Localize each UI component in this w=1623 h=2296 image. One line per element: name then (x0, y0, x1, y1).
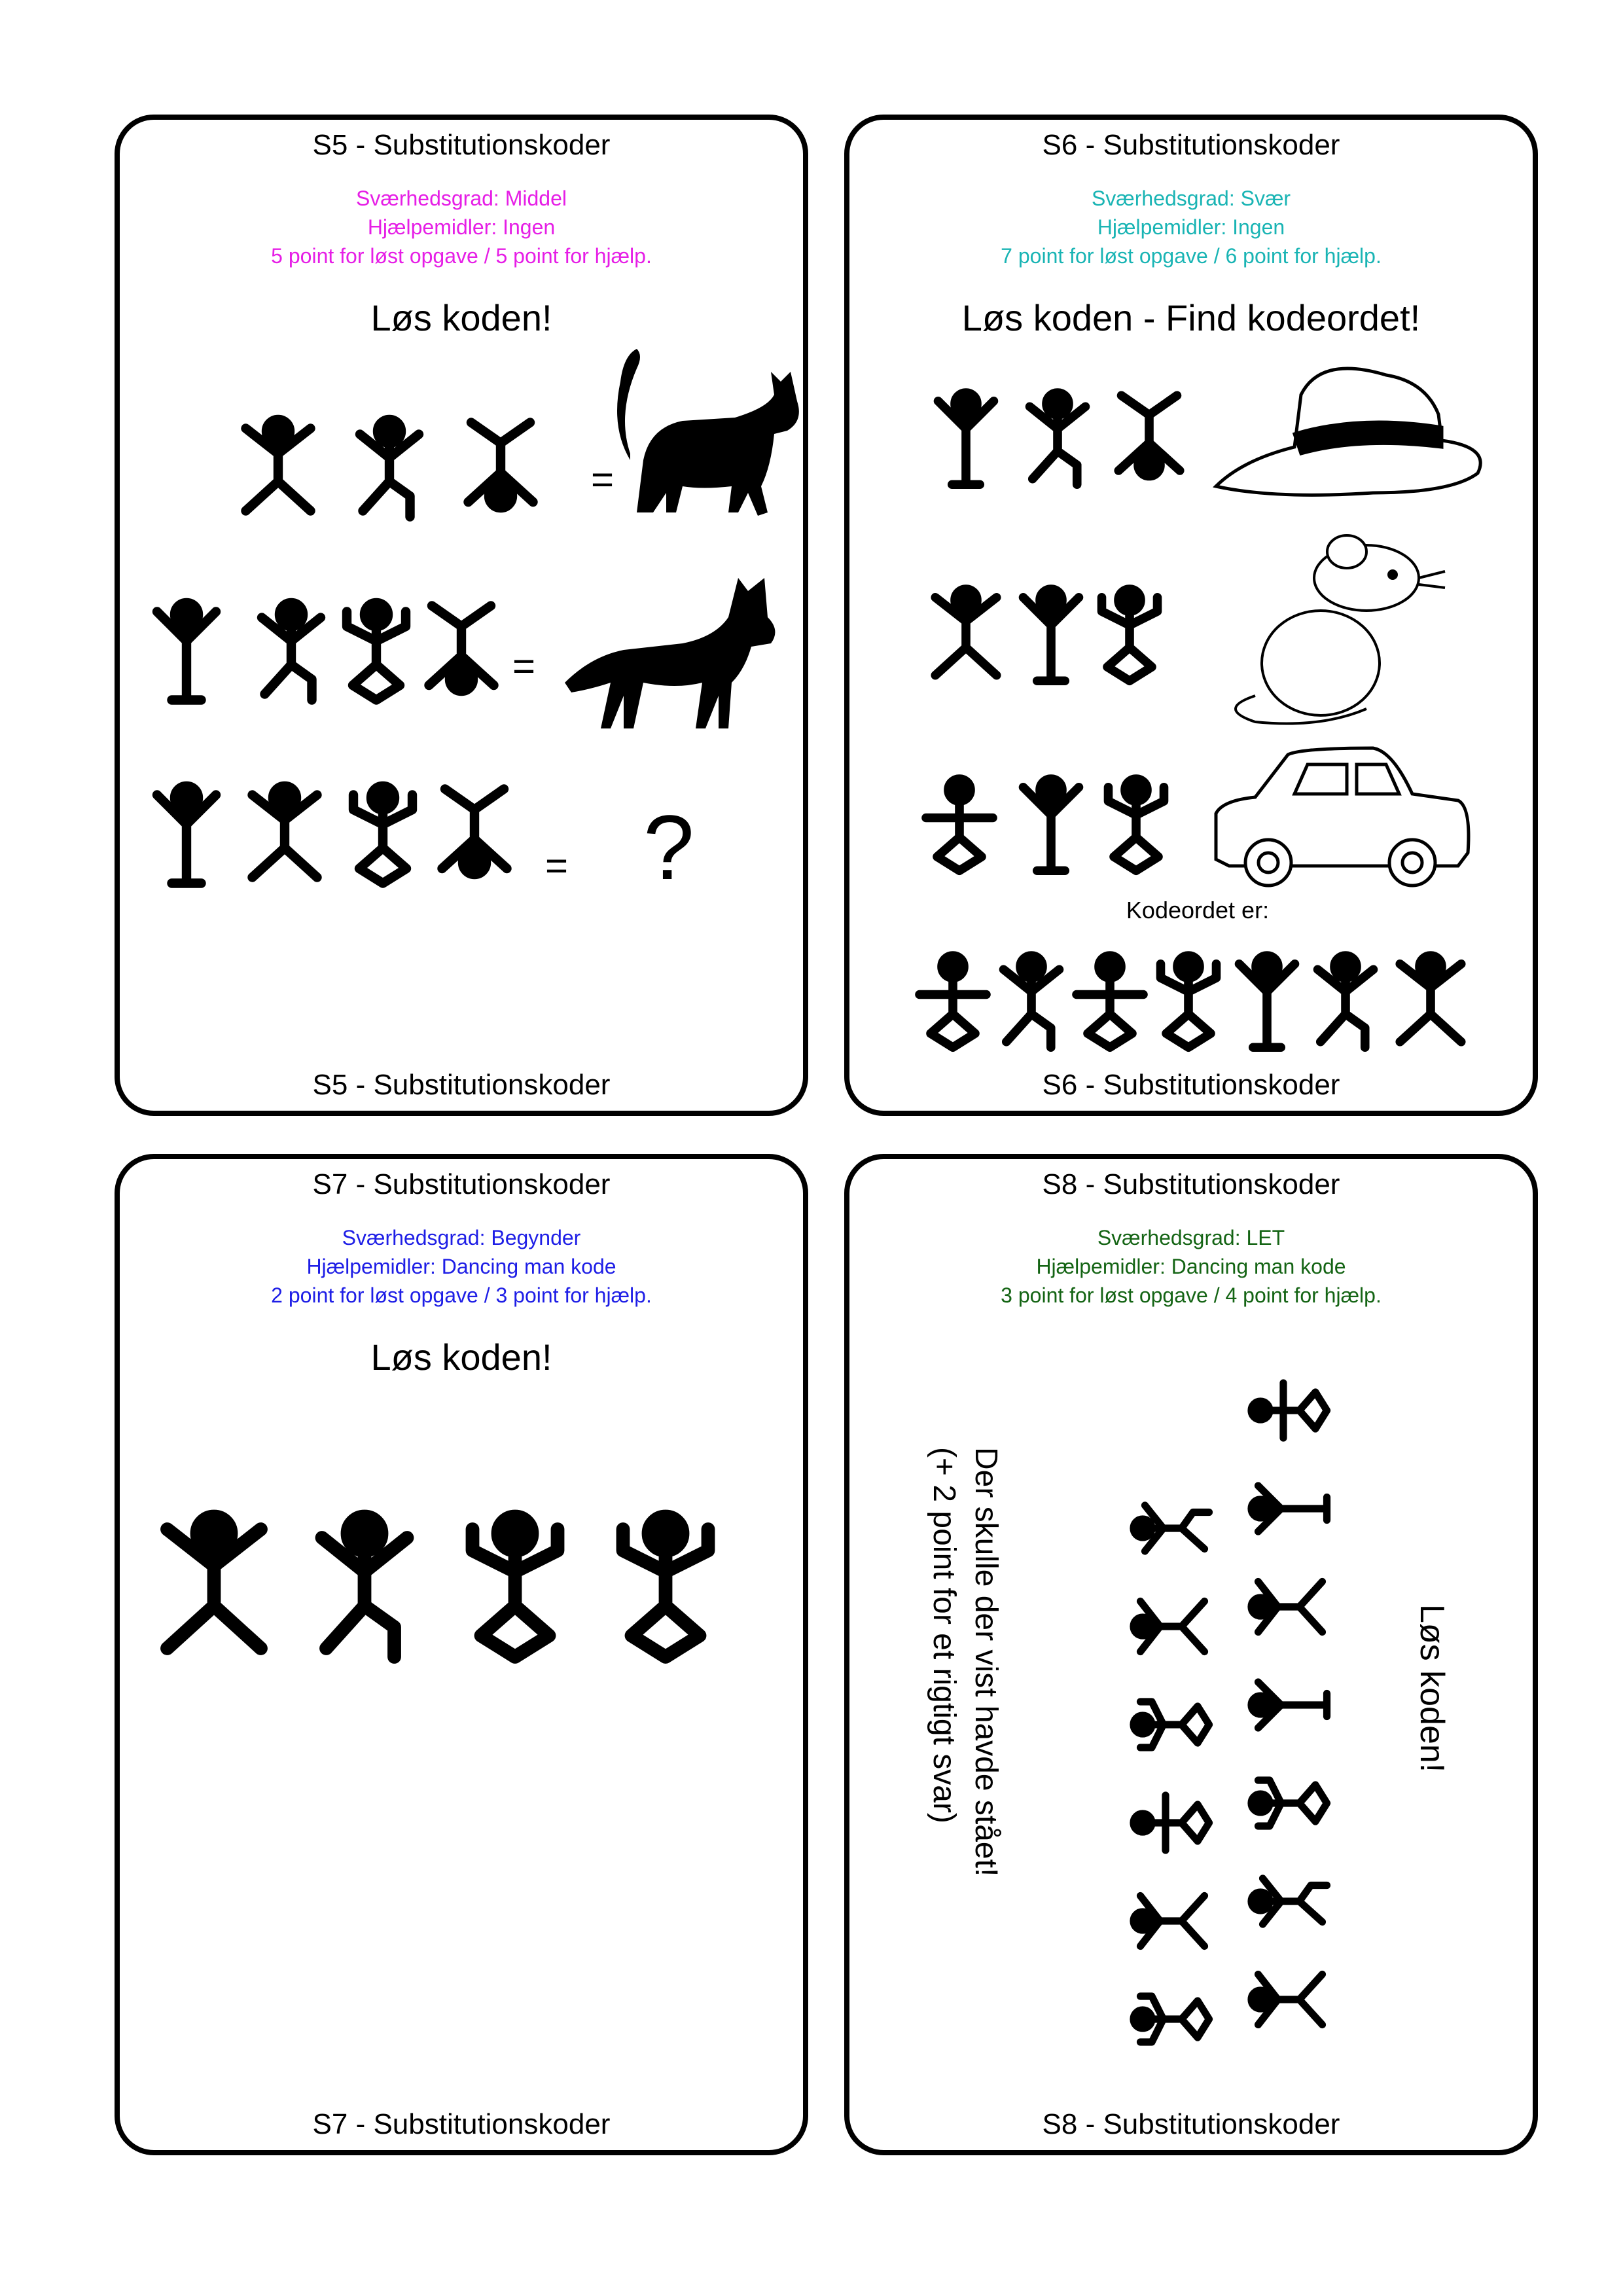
dancing-man-figure (1133, 1505, 1209, 1551)
dancing-man-figure (1004, 956, 1060, 1047)
dancing-man-figure (1133, 1996, 1209, 2042)
dancing-man-figure (1030, 393, 1086, 484)
dancing-man-figure (1251, 1878, 1327, 1924)
card-footer: S5 - Substitutionskoder (312, 1069, 611, 1101)
dancing-man-figure (1251, 1582, 1323, 1632)
dancing-man-figure (473, 1516, 558, 1657)
dancing-man-figure (1133, 1702, 1209, 1748)
card-title: S8 - Substitutionskoder (1042, 1168, 1340, 1200)
mouse-icon (1236, 535, 1445, 724)
dancing-man-figure (623, 1516, 708, 1657)
dancing-man-figure (919, 956, 986, 1047)
card-title: S5 - Substitutionskoder (312, 129, 611, 161)
puzzle-area (120, 120, 803, 1111)
dancing-man-figure (347, 603, 406, 700)
points-text: 2 point for løst opgave / 3 point for hjælp. (271, 1283, 652, 1307)
dancing-man-figure (1133, 1602, 1205, 1652)
card-s5 (115, 115, 808, 1116)
card-title: S7 - Substitutionskoder (312, 1168, 611, 1200)
dancing-man-figure (1251, 1780, 1327, 1826)
dancing-man-figure (1109, 779, 1164, 870)
dancing-man-figure (1161, 956, 1217, 1047)
dancing-man-figure (1251, 1682, 1327, 1728)
points-text: 5 point for løst opgave / 5 point for hjælp. (271, 244, 652, 268)
dancing-man-figure (429, 606, 494, 692)
dancing-man-figure (442, 789, 507, 875)
task-heading: Løs koden! (370, 297, 552, 338)
points-text: 3 point for løst opgave / 4 point for hjælp. (1001, 1283, 1382, 1307)
dancing-man-figure (360, 420, 419, 517)
puzzle-area (120, 1159, 803, 2150)
dancing-man-figure (1251, 1486, 1327, 1532)
equals-sign: = (591, 457, 615, 501)
difficulty-text: Sværhedsgrad: Svær (1091, 187, 1291, 210)
dancing-man-figure (1024, 779, 1079, 870)
aids-text: Hjælpemidler: Dancing man kode (1036, 1255, 1346, 1278)
dancing-man-figure (1024, 589, 1079, 681)
note-text (923, 1447, 1007, 1876)
aids-text: Hjælpemidler: Ingen (367, 215, 556, 239)
cat-silhouette-icon (617, 349, 799, 516)
dancing-man-figure (353, 786, 412, 884)
equals-sign: = (512, 644, 536, 688)
car-icon (1216, 748, 1469, 886)
points-text: 7 point for løst opgave / 6 point for hjælp. (1001, 244, 1382, 268)
task-heading: Løs koden! (370, 1336, 552, 1378)
dancing-man-figure (1240, 956, 1295, 1047)
dancing-man-figure (168, 1516, 261, 1649)
note-line-1: Der skulle der vist havde stået! (969, 1447, 1003, 1877)
dancing-man-figure (1118, 395, 1180, 476)
note-line-2: (+ 2 point for et rigtigt svar) (927, 1447, 961, 1823)
dancing-man-figure (262, 603, 321, 700)
dancing-man-figure (1318, 956, 1374, 1047)
difficulty-text: Sværhedsgrad: Begynder (342, 1226, 581, 1249)
equals-sign: = (545, 844, 569, 888)
task-heading: Løs koden - Find kodeordet! (961, 297, 1421, 338)
dancing-man-figure (926, 779, 993, 870)
card-title: S6 - Substitutionskoder (1042, 129, 1340, 161)
card-s8 (844, 1154, 1538, 2155)
difficulty-text: Sværhedsgrad: Middel (356, 187, 567, 210)
dancing-man-figure (1133, 1795, 1209, 1850)
aids-text: Hjælpemidler: Ingen (1097, 215, 1285, 239)
dancing-man-figure (157, 603, 216, 700)
dancing-man-figure (1251, 1383, 1327, 1438)
dog-silhouette-icon (565, 578, 775, 728)
aids-text: Hjælpemidler: Dancing man kode (306, 1255, 616, 1278)
dancing-man-figure (1102, 589, 1158, 681)
dancing-man-figure (322, 1516, 407, 1657)
task-heading: Løs koden! (1413, 1604, 1451, 1773)
puzzle-area (849, 120, 1533, 1111)
dancing-man-figure (469, 423, 533, 509)
difficulty-text: Sværhedsgrad: LET (1097, 1226, 1285, 1249)
dancing-man-figure (157, 786, 216, 884)
hat-icon (1216, 368, 1480, 495)
codeword-label: Kodeordet er: (1126, 897, 1270, 924)
card-footer: S8 - Substitutionskoder (1042, 2108, 1340, 2140)
dancing-man-figure (253, 786, 317, 878)
card-footer: S7 - Substitutionskoder (312, 2108, 611, 2140)
card-s7 (115, 1154, 808, 2155)
dancing-man-figure (1133, 1896, 1205, 1946)
dancing-man-figure (935, 589, 997, 675)
dancing-man-figure (246, 420, 311, 511)
dancing-man-figure (1400, 956, 1461, 1042)
question-mark: ? (643, 796, 694, 899)
card-footer: S6 - Substitutionskoder (1042, 1069, 1340, 1101)
dancing-man-figure (938, 393, 994, 484)
card-s6 (844, 115, 1538, 1116)
dancing-man-figure (1077, 956, 1143, 1047)
dancing-man-figure (1251, 1975, 1323, 2025)
